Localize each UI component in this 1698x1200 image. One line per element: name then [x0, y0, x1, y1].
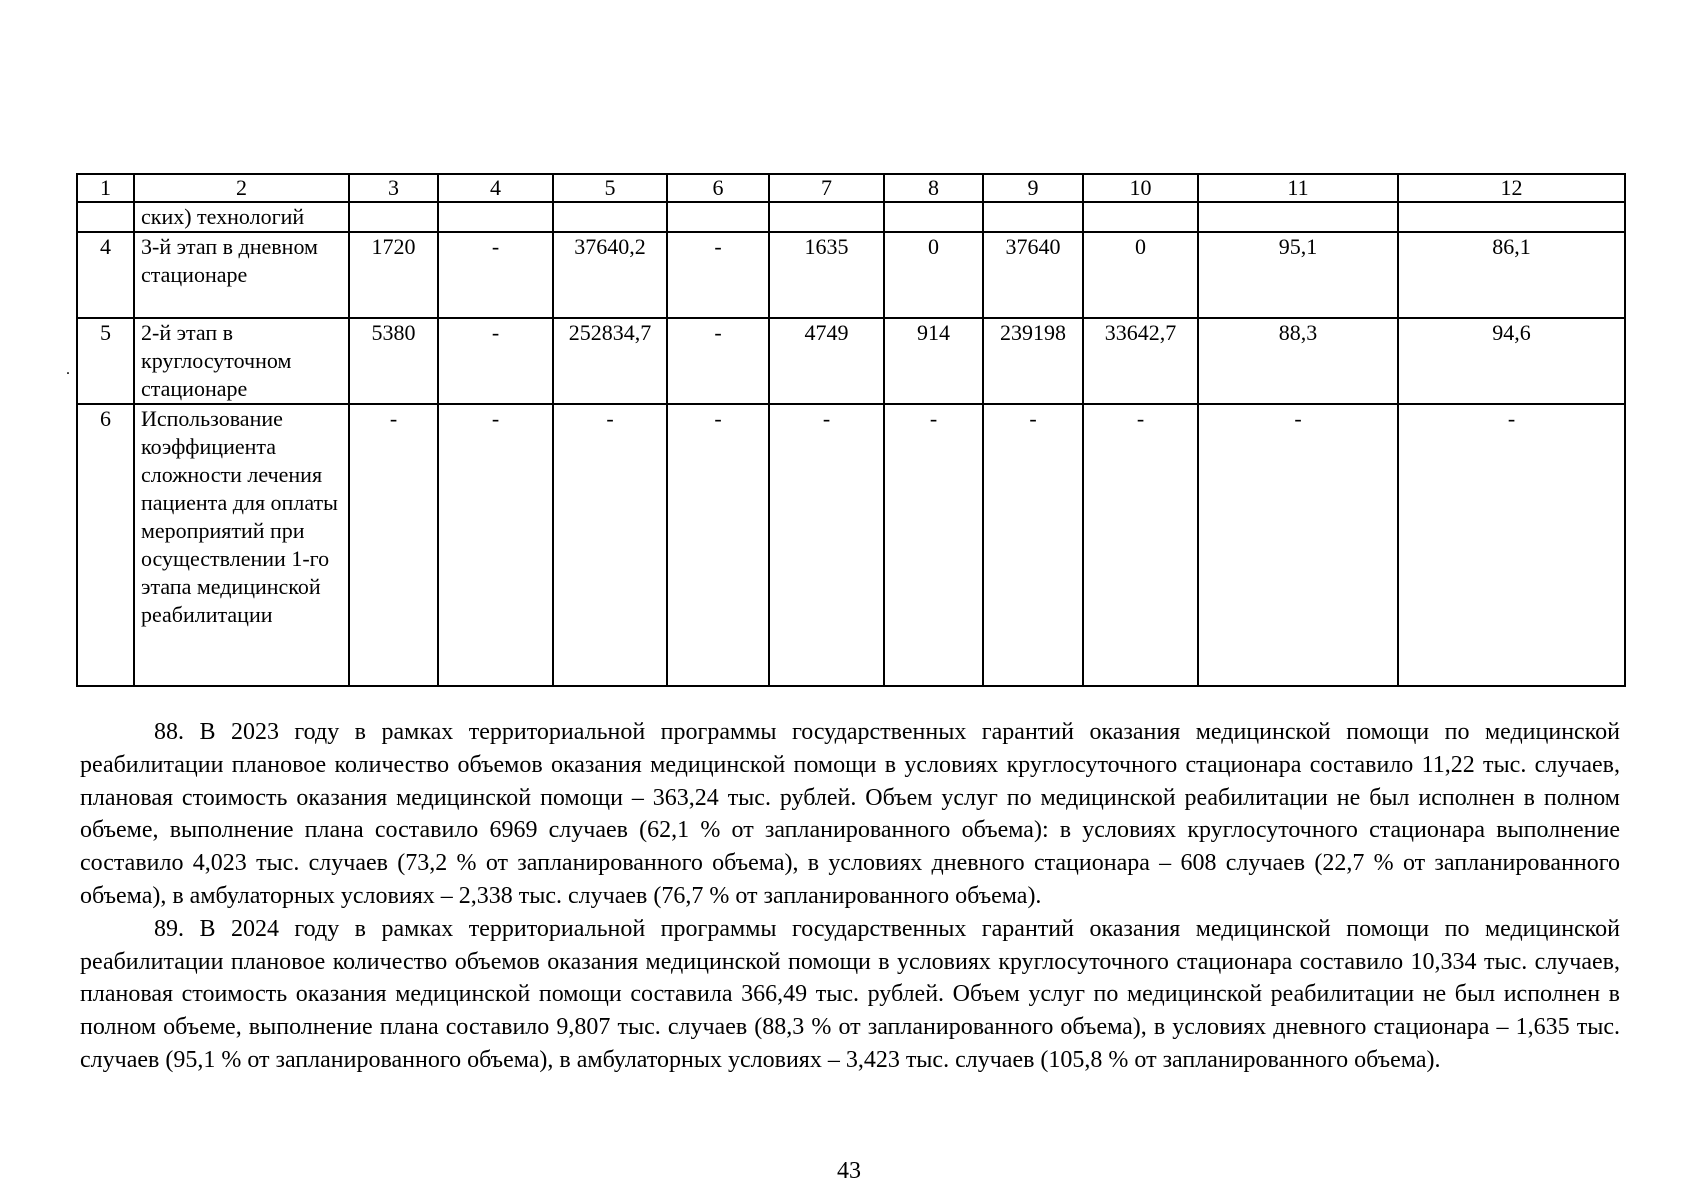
table-row: [77, 232, 1625, 318]
column-header: 7: [769, 174, 884, 202]
data-table: [76, 173, 1626, 687]
column-header: 10: [1083, 174, 1198, 202]
column-header: 3: [349, 174, 438, 202]
table-cell: -: [438, 318, 553, 404]
column-header: 8: [884, 174, 983, 202]
table-cell: 5380: [349, 318, 438, 404]
table-cell: 239198: [983, 318, 1083, 404]
table-row: [77, 404, 1625, 686]
table-cell: -: [349, 404, 438, 686]
table-cell: 4749: [769, 318, 884, 404]
table-cell: -: [1398, 404, 1625, 686]
margin-mark: .: [66, 361, 70, 378]
table-cell: 86,1: [1398, 232, 1625, 318]
table-cell: Использование коэффициента сложности лечения пациента для оплаты мероприятий при осуществлении 1-го этапа медицинской реабилитации: [134, 404, 349, 686]
column-header: 1: [77, 174, 134, 202]
table-cell: [77, 202, 134, 232]
table-cell: 33642,7: [1083, 318, 1198, 404]
table-cell: -: [667, 318, 769, 404]
page-number: 43: [837, 1158, 861, 1184]
table-cell: [349, 202, 438, 232]
column-header: 6: [667, 174, 769, 202]
table-cell: 37640: [983, 232, 1083, 318]
table-cell: 88,3: [1198, 318, 1398, 404]
table-cell: [1398, 202, 1625, 232]
column-header: 9: [983, 174, 1083, 202]
column-header: 5: [553, 174, 667, 202]
table-cell: -: [769, 404, 884, 686]
table-cell: [438, 202, 553, 232]
table-cell: -: [667, 232, 769, 318]
table-cell: -: [667, 404, 769, 686]
table-row: [77, 202, 1625, 232]
column-header: 12: [1398, 174, 1625, 202]
table-cell: -: [553, 404, 667, 686]
table-cell: [769, 202, 884, 232]
table-cell: [1083, 202, 1198, 232]
table-cell: 1720: [349, 232, 438, 318]
table-cell: [884, 202, 983, 232]
table-cell: 37640,2: [553, 232, 667, 318]
body-text: [80, 716, 1620, 1077]
table-cell: [983, 202, 1083, 232]
column-header: 11: [1198, 174, 1398, 202]
table-cell: 94,6: [1398, 318, 1625, 404]
table-cell: 252834,7: [553, 318, 667, 404]
table-cell: 0: [1083, 232, 1198, 318]
table-cell: -: [983, 404, 1083, 686]
table-cell: -: [1198, 404, 1398, 686]
table-cell: 95,1: [1198, 232, 1398, 318]
table-cell: 4: [77, 232, 134, 318]
table-cell: [1198, 202, 1398, 232]
table-cell: -: [438, 232, 553, 318]
table-cell: 5: [77, 318, 134, 404]
table-cell: [667, 202, 769, 232]
table-cell: -: [884, 404, 983, 686]
table-cell: 2-й этап в круглосуточном стационаре: [134, 318, 349, 404]
table-cell: 0: [884, 232, 983, 318]
paragraph-89: 89. В 2024 году в рамках территориальной программы государственных гарантий оказания медицинской помощи по медицинской реабилитации плановое количество объемов оказания медицинской помощи в условиях круглосуточного стационара составило 10,334 тыс. случаев, плановая стоимость оказания медицинской помощи составила 366,49 тыс. рублей. Объем услуг по медицинской реабилитации не был исполнен в полном объеме, выполнение плана составило 9,807 тыс. случаев (88,3 % от запланированного объема), в условиях дневного стационара – 1,635 тыс. случаев (95,1 % от запланированного объема), в амбулаторных условиях – 3,423 тыс. случаев (105,8 % от запланированного объема).: [80, 915, 1620, 1073]
table-header-row: [77, 174, 1625, 202]
column-header: 2: [134, 174, 349, 202]
table-cell: [553, 202, 667, 232]
table-cell: 6: [77, 404, 134, 686]
table-cell: -: [438, 404, 553, 686]
table-cell: ских) технологий: [134, 202, 349, 232]
column-header: 4: [438, 174, 553, 202]
table-cell: 1635: [769, 232, 884, 318]
table-cell: -: [1083, 404, 1198, 686]
table-cell: 914: [884, 318, 983, 404]
paragraph-88: 88. В 2023 году в рамках территориальной программы государственных гарантий оказания медицинской помощи по медицинской реабилитации плановое количество объемов оказания медицинской помощи в условиях круглосуточного стационара составило 11,22 тыс. случаев, плановая стоимость оказания медицинской помощи – 363,24 тыс. рублей. Объем услуг по медицинской реабилитации не был исполнен в полном объеме, выполнение плана составило 6969 случаев (62,1 % от запланированного объема): в условиях круглосуточного стационара выполнение составило 4,023 тыс. случаев (73,2 % от запланированного объема), в условиях дневного стационара – 608 случаев (22,7 % от запланированного объема), в амбулаторных условиях – 2,338 тыс. случаев (76,7 % от запланированного объема).: [80, 719, 1620, 909]
table-row: [77, 318, 1625, 404]
table-cell: 3-й этап в дневном стационаре: [134, 232, 349, 318]
